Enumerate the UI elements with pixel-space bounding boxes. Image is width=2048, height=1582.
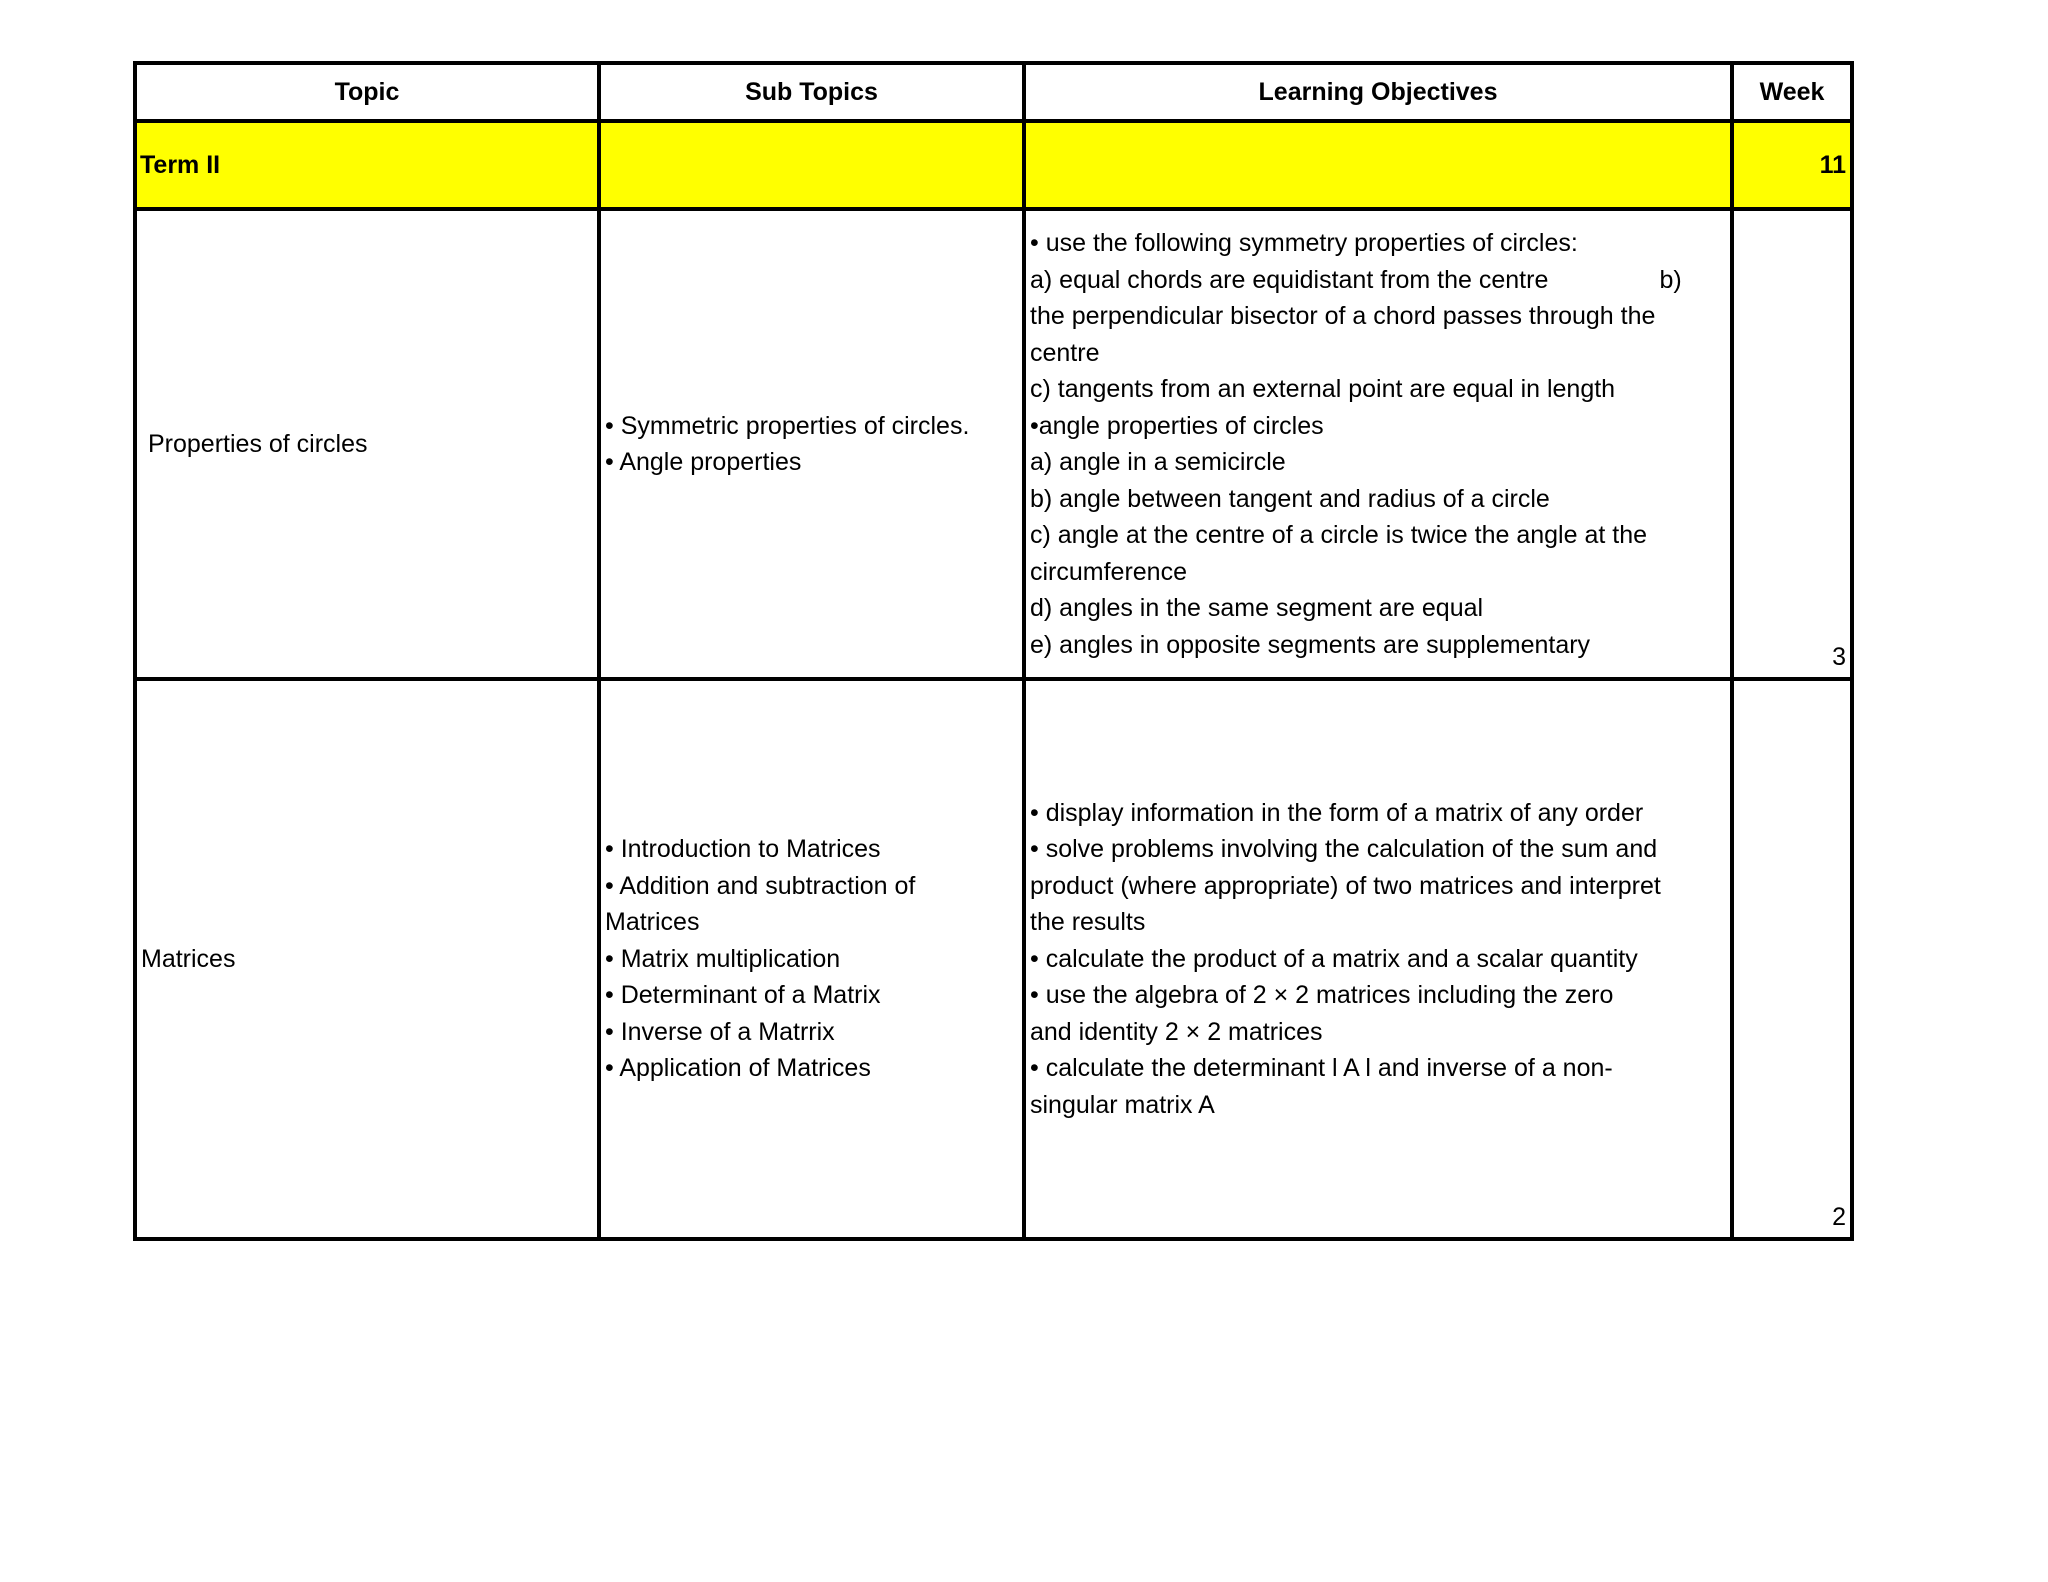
term-label: Term II — [135, 121, 599, 209]
term-empty-sub — [599, 121, 1024, 209]
objective-line: • display information in the form of a matrix of any order — [1030, 798, 1644, 827]
objective-line: •angle properties of circles — [1030, 411, 1324, 440]
objective-line: d) angles in the same segment are equal — [1030, 594, 1484, 622]
objective-line: • calculate the product of a matrix and a scalar quantity — [1030, 944, 1638, 973]
header-topic: Topic — [135, 63, 599, 121]
table-row — [135, 209, 1852, 679]
objective-line: product (where appropriate) of two matrices and interpret — [1030, 871, 1661, 900]
term-row — [135, 121, 1852, 209]
sub-topic-item: • Determinant of a Matrix — [605, 981, 881, 1010]
objectives-cell — [1024, 209, 1732, 679]
topic-cell: Matrices — [135, 679, 599, 1239]
sub-topic-item: • Introduction to Matrices — [605, 835, 881, 864]
objective-line: the results — [1030, 908, 1146, 937]
objective-line: the perpendicular bisector of a chord passes through the — [1030, 302, 1656, 330]
objective-line: c) tangents from an external point are equal in length — [1030, 375, 1616, 403]
objective-line: centre — [1030, 338, 1100, 367]
objective-line: • use the algebra of 2 × 2 matrices including the zero — [1030, 981, 1614, 1010]
term-week: 11 — [1732, 121, 1852, 209]
objective-line: b) angle between tangent and radius of a circle — [1030, 484, 1550, 513]
scheme-of-work-table — [133, 61, 1854, 1241]
sub-topic-item: • Application of Matrices — [605, 1054, 871, 1083]
objectives-cell — [1024, 679, 1732, 1239]
sub-topic-item: • Angle properties — [605, 448, 802, 476]
objective-line: a) angle in a semicircle — [1030, 448, 1286, 476]
objective-line: and identity 2 × 2 matrices — [1030, 1017, 1323, 1046]
objective-line: c) angle at the centre of a circle is twice the angle at the — [1030, 521, 1648, 549]
sub-topics-cell — [599, 209, 1024, 679]
sub-topics-cell — [599, 679, 1024, 1239]
sub-topic-item: • Addition and subtraction of — [605, 871, 916, 900]
objective-line: • solve problems involving the calculation of the sum and — [1030, 835, 1658, 864]
week-cell: 2 — [1732, 679, 1852, 1239]
sub-topic-item: Matrices — [605, 908, 700, 937]
header-learning-objectives: Learning Objectives — [1024, 63, 1732, 121]
sub-topic-item: • Inverse of a Matrrix — [605, 1017, 835, 1046]
objective-line: • use the following symmetry properties of circles: — [1030, 229, 1578, 257]
header-week: Week — [1732, 63, 1852, 121]
table-row — [135, 679, 1852, 1239]
objective-line: circumference — [1030, 557, 1187, 586]
week-cell: 3 — [1732, 209, 1852, 679]
objective-line: a) equal chords are equidistant from the centre b) — [1030, 265, 1682, 294]
term-empty-objectives — [1024, 121, 1732, 209]
sub-topic-item: • Matrix multiplication — [605, 944, 841, 973]
objective-line: • calculate the determinant l A l and inverse of a non- — [1030, 1054, 1613, 1083]
sub-topic-item: • Symmetric properties of circles. — [605, 411, 970, 440]
topic-cell: Properties of circles — [135, 209, 599, 679]
header-sub-topics: Sub Topics — [599, 63, 1024, 121]
objective-line: singular matrix A — [1030, 1090, 1215, 1119]
objective-line: e) angles in opposite segments are supplementary — [1030, 630, 1591, 659]
header-row — [135, 63, 1852, 121]
